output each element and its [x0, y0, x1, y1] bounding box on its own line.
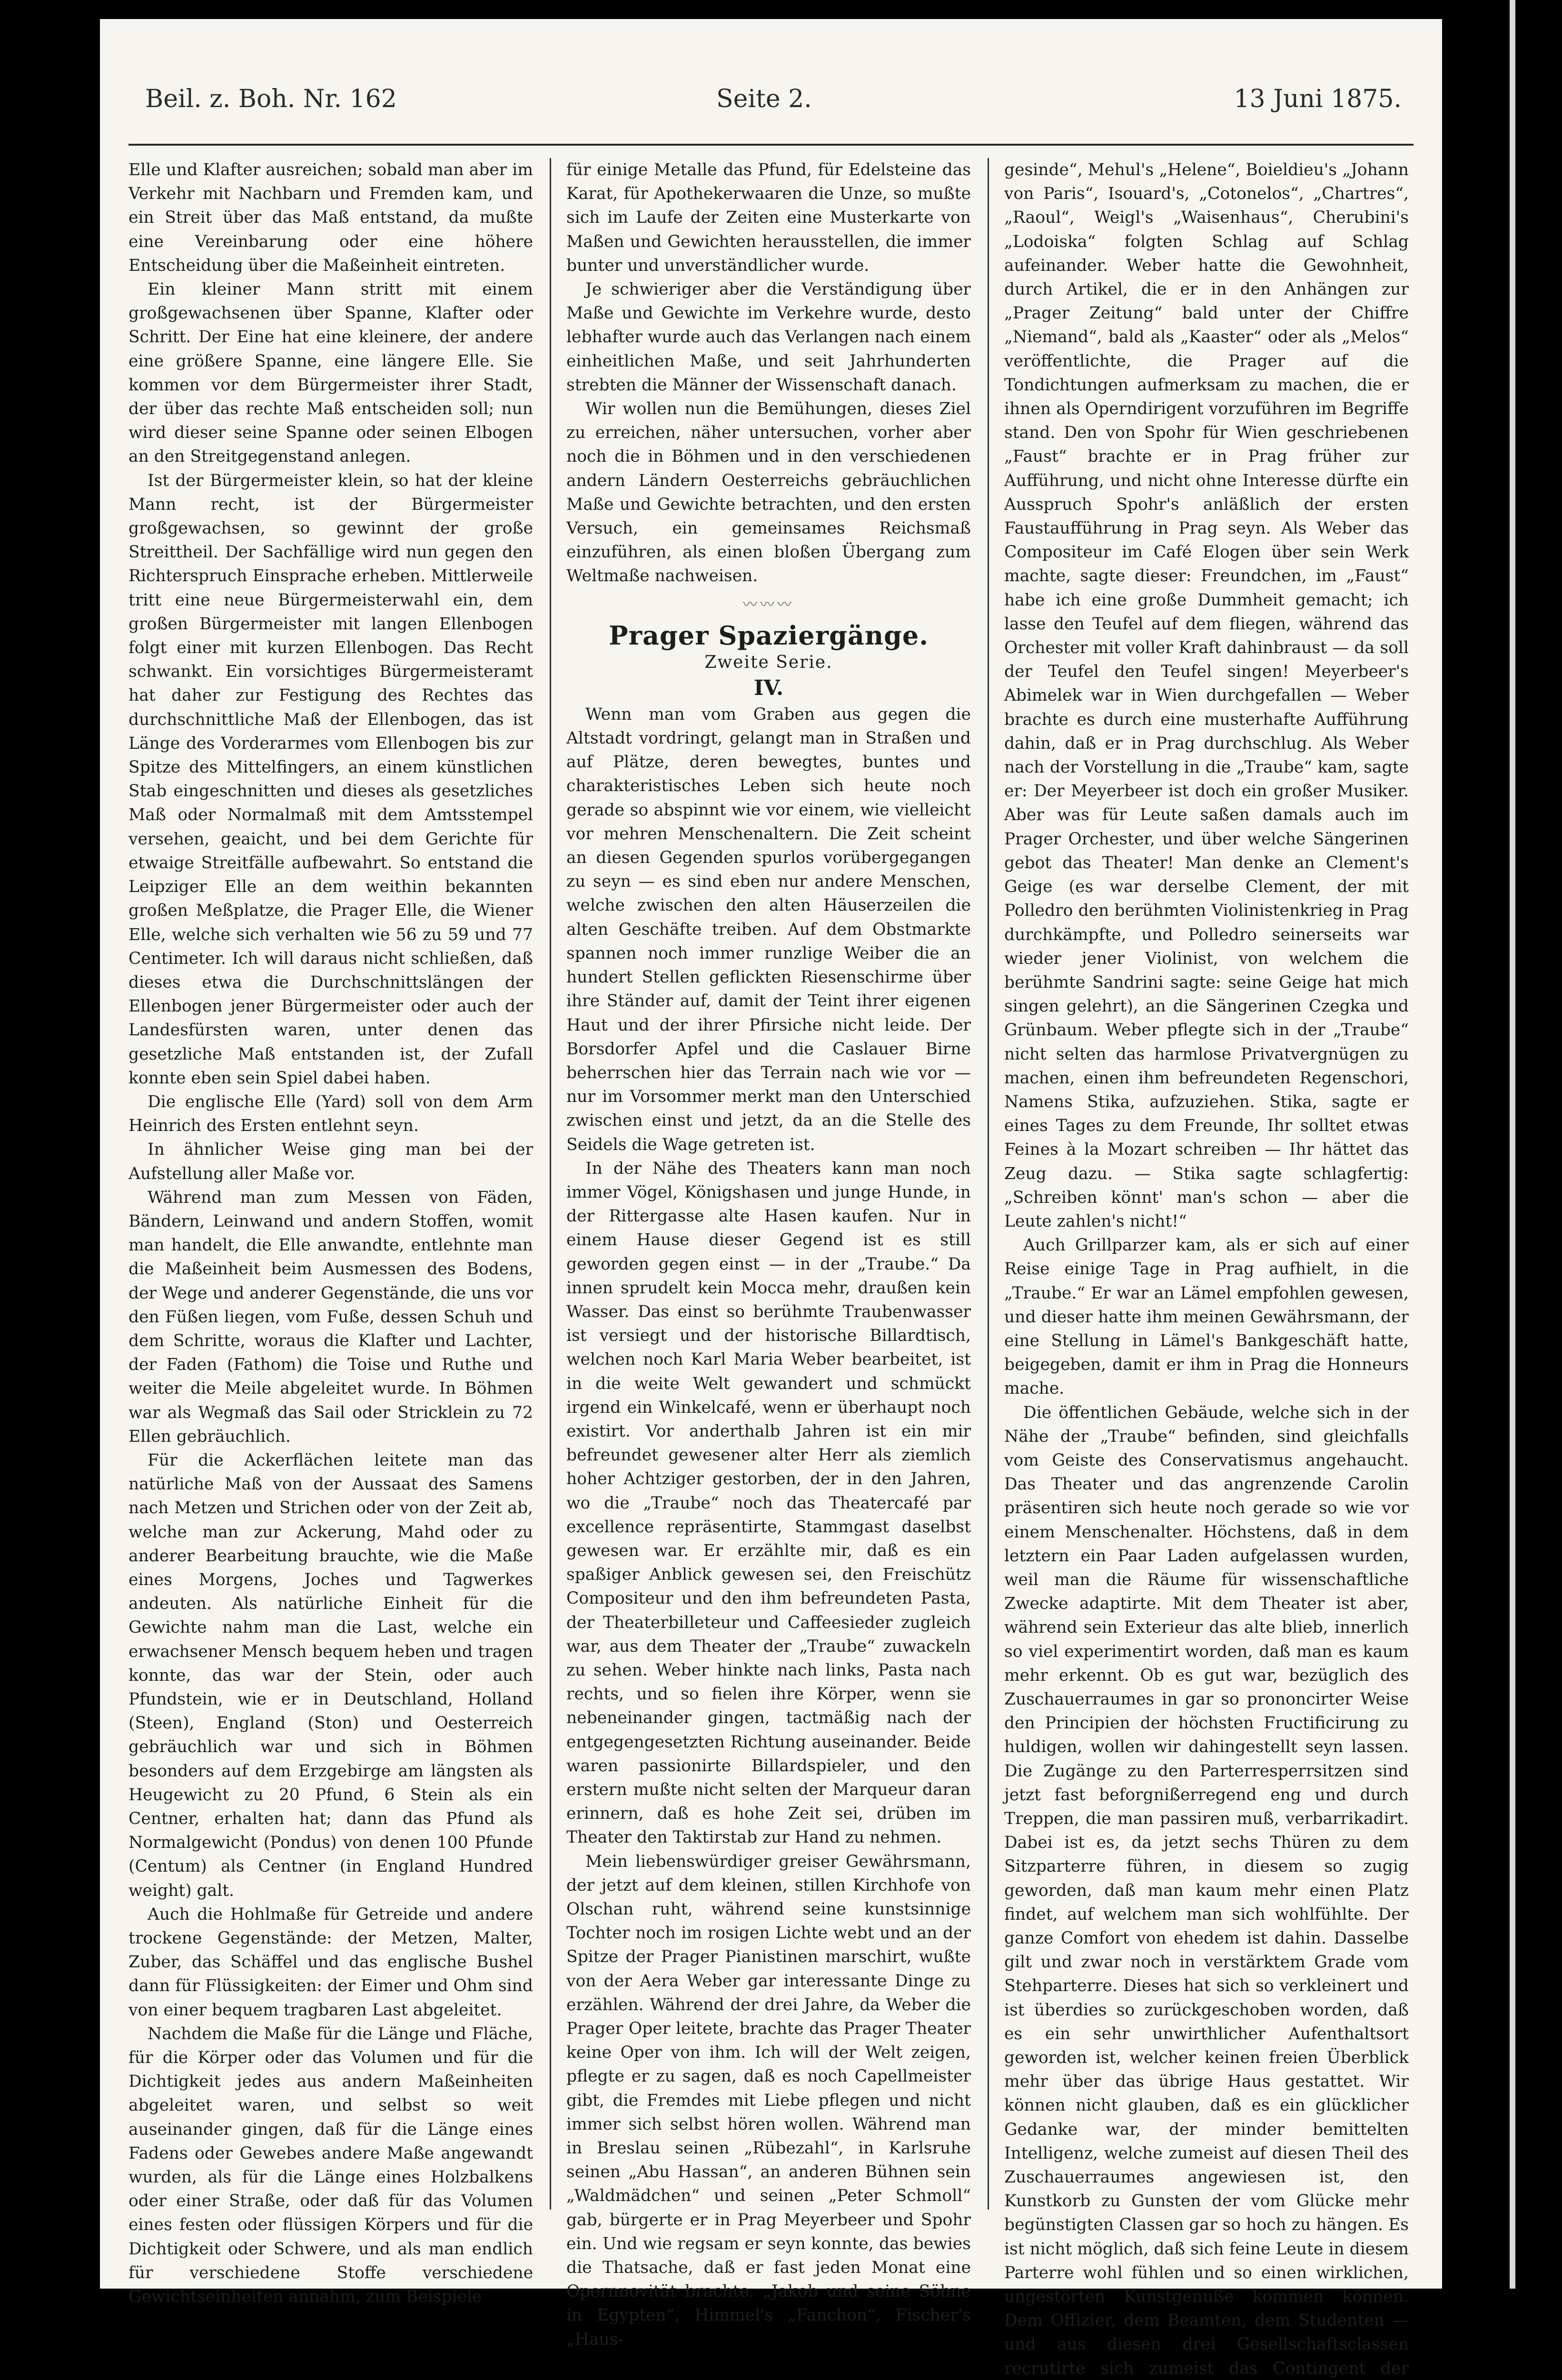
newspaper-page [100, 19, 1442, 2378]
column-2-paragraph: Wir wollen nun die Bemühungen, dieses Ziel zu erreichen, näher untersuchen, vorher aber noch die in Böhmen und in den verschiedenen andern Ländern Oesterreichs gebräuchlichen Maße und Gewichte betrachten, und den ersten Versuch, ein gemeinsames Reichsmaß einzuführen, als einen bloßen Übergang zum Weltmaße nachweisen. [566, 399, 971, 586]
column-2-paragraph: In der Nähe des Theaters kann man noch immer Vögel, Königshasen und junge Hunde, in der Rittergasse alte Hasen kaufen. Nur in einem Hause dieser Gegend ist es still geworden gegen einst — in der „Traube.“ Da innen sprudelt kein Mocca mehr, draußen kein Wasser. Das einst so berühmte Traubenwasser ist versiegt und der historische Billardtisch, welchen noch Karl Maria Weber bearbeitet, ist in die weite Welt gewandert und schmückt irgend ein Winkelcafé, wenn er überhaupt noch existirt. Vor anderthalb Jahren ist ein mir befreundet gewesener alter Herr als ziemlich hoher Achtziger gestorben, der in den Jahren, wo die „Traube“ noch das Theatercafé par excellence repräsentirte, Stammgast daselbst gewesen war. Er erzählte mir, daß es ein spaßiger Anblick gewesen sei, den Freischütz Compositeur und den ihm befreundeten Pasta, der Theaterbilleteur und Caffeesieder zugleich war, aus dem Theater der „Traube“ zuwackeln zu sehen. Weber hinkte nach links, Pasta nach rechts, und so fielen ihre Körper, wenn sie nebeneinander gingen, tactmäßig nach der entgegengesetzten Richtung auseinander. Beide waren passionirte Billardspieler, und den erstern mußte nicht selten der Marqueur daran erinnern, daß es hohe Zeit sei, drüben im Theater den Taktirstab zur Hand zu nehmen. [566, 1159, 971, 1847]
column-3-paragraph: Die öffentlichen Gebäude, welche sich in der Nähe der „Traube“ befinden, sind gleichfalls vom Geiste des Conservatismus angehaucht. Das Theater und das angrenzende Carolin präsentiren sich heute noch gerade so wie vor einem Menschenalter. Höchstens, daß in dem letztern ein Paar Laden aufgelassen wurden, weil man die Räume für wissenschaftliche Zwecke adaptirte. Mit dem Theater ist aber, während sein Exterieur das alte blieb, innerlich so viel experimentirt worden, daß man es kaum mehr erkennt. Ob es gut war, bezüglich des Zuschauerraumes in gar so prononcirter Weise den Principien der höchsten Fructificirung zu huldigen, wollen wir dahingestellt seyn lassen. Die Zugänge zu den Parterresperrsitzen sind jetzt fast beforgnißerregend eng und durch Treppen, die man passiren muß, verbarrikadirt. Dabei ist es, da jetzt sechs Thüren zu dem Sitzparterre führen, in diesem so zugig geworden, daß man kaum mehr einen Platz findet, auf welchem man sich wohlfühlte. Der ganze Comfort von ehedem ist dahin. Dasselbe gilt und zwar noch in verstärktem Grade vom Stehparterre. Dieses hat sich so verkleinert und ist überdies so zurückgeschoben worden, daß es ein sehr unwirthlicher Aufenthaltsort geworden ist, welcher keinen freien Überblick mehr über das übrige Haus gestattet. Wir können nicht glauben, daß es ein glücklicher Gedanke war, der minder bemittelten Intelligenz, welche zumeist auf diesen Theil des Zuschauerraumes angewiesen ist, den Kunstkorb zu Gunsten der vom Glücke mehr begünstigten Classen gar so hoch zu hängen. Es ist nicht möglich, daß sich feine Leute in diesem Parterre wohl fühlen und so einen wirklichen, ungestörten Kunstgenuße kommen können. Dem Offizier, dem Beamten, dem Studenten — und aus diesen drei Gesellschaftsclassen recrutirte sich zumeist das Contingent der [1004, 1403, 1409, 2378]
column-1-paragraph: Die englische Elle (Yard) soll von dem Arm Heinrich des Ersten entlehnt seyn. [129, 1092, 533, 1136]
column-3-paragraph: gesinde“, Mehul's „Helene“, Boieldieu's „Johann von Paris“, Isouard's, „Cotonelos“, „Chartres“, „Raoul“, Weigl's „Waisenhaus“, Cherubini's „Lodoiska“ folgten Schlag auf Schlag aufeinander. Weber hatte die Gewohnheit, durch Artikel, die er in den Anhängen zur „Prager Zeitung“ bald unter der Chiffre „Niemand“, bald als „Kaaster“ oder als „Melos“ veröffentlichte, die Prager auf die Tondichtungen aufmerksam zu machen, die er ihnen als Operndirigent vorzuführen im Begriffe stand. Den von Spohr für Wien geschriebenen „Faust“ brachte er in Prag früher zur Aufführung, und nicht ohne Interesse dürfte ein Ausspruch Spohr's anläßlich der ersten Faustaufführung in Prag seyn. Als Weber das Compositeur im Café Elogen über sein Werk machte, sagte dieser: Freundchen, im „Faust“ habe ich eine große Dummheit gemacht; ich lasse den Teufel auf dem fliegen, während das Orchester mit voller Kraft dahinbraust — da soll der Teufel den Teufel singen! Meyerbeer's Abimelek war in Wien durchgefallen — Weber brachte es durch eine musterhafte Aufführung dahin, daß er in Prag durchschlug. Als Weber nach der Vorstellung in die „Traube“ kam, sagte er: Der Meyerbeer ist doch ein großer Musiker. Aber was für Leute saßen damals auch im Prager Orchester, und über welche Sängerinen gebot das Theater! Man denke an Clement's Geige (es war derselbe Clement, der mit Polledro den berühmten Violinistenkrieg in Prag durchkämpfte, und Polledro seinerseits war wieder jener Violinist, von welchem die berühmte Sandrini sagte: seine Geige hat mich singen gelehrt), an die Sängerinen Czegka und Grünbaum. Weber pflegte sich in der „Traube“ nicht selten das harmlose Privatvergnügen zu machen, einen ihm befreundeten Regenschori, Namens Stika, aufzuziehen. Stika, sagte er eines Tages zu dem Freunde, Ihr solltet etwas Feines à la Mozart schreiben — Ihr hättet das Zeug dazu. — Stika sagte schlagfertig: „Schreiben könnt' man's schon — aber die Leute zahlen's nicht!“ [1004, 160, 1409, 1231]
column-2 [566, 158, 971, 2351]
page-edge [1510, 0, 1515, 2289]
column-divider-1 [550, 158, 551, 2210]
section-subtitle: Zweite Serie. [704, 652, 833, 672]
column-1-paragraph: Für die Ackerflächen leitete man das natürliche Maß von der Aussaat des Samens nach Metzen und Strichen oder von der Zeit ab, welche man zur Ackerung, Mahd oder zu anderer Bearbeitung brauchte, wie die Maße eines Morgens, Joches und Tagwerkes andeuten. Als natürliche Einheit für die Gewichte nahm man die Last, welche ein erwachsener Mensch bequem heben und tragen konnte, das war der Stein, oder auch Pfundstein, wie er in Deutschland, Holland (Steen), England (Ston) und Oesterreich gebräuchlich war und sich in Böhmen besonders auf dem Erzgebirge am längsten als Heugewicht zu 20 Pfund, 6 Stein als ein Centner, erhalten hat; dann das Pfund als Normalgewicht (Pondus) von denen 100 Pfunde (Centum) als Centner (in England Hundred weight) galt. [129, 1450, 533, 1900]
column-2-paragraph: Mein liebenswürdiger greiser Gewährsmann, der jetzt auf dem kleinen, stillen Kirchhofe von Olschan ruht, während seine kunstsinnige Tochter noch im rosigen Lichte webt und an der Spitze der Prager Pianistinen marschirt, wußte von der Aera Weber gar interessante Dinge zu erzählen. Während der drei Jahre, da Weber die Prager Oper leitete, brachte das Prager Theater keine Oper von ihm. Ich will der Welt zeigen, pflegte er zu sagen, daß es noch Capellmeister gibt, die Fremdes mit Liebe pflegen und nicht immer sich selbst hören wollen. Während man in Breslau seinen „Rübezahl“, in Karlsruhe seinen „Abu Hassan“, an anderen Bühnen sein „Waldmädchen“ und seinen „Peter Schmoll“ gab, bürgerte er in Prag Meyerbeer und Spohr ein. Und wie regsam er seyn konnte, das bewies die Thatsache, daß er fast jeden Monat eine Opernnovität brachte. „Jakob und seine Söhne in Egypten“, Himmel's „Fanchon“, Fischer's „Haus- [566, 1852, 971, 2349]
column-3 [1004, 158, 1409, 2380]
header-supplement-number: Beil. z. Boh. Nr. 162 [145, 85, 397, 113]
section-title: Prager Spaziergänge. [608, 620, 929, 651]
section-divider-ornament: 〰〰〰 [743, 596, 794, 613]
column-2-paragraph: für einige Metalle das Pfund, für Edelsteine das Karat, für Apothekerwaaren die Unze, so mußte sich im Laufe der Zeiten eine Musterkarte von Maßen und Gewichten herausstellen, die immer bunter und unverständlicher wurde. [566, 160, 971, 275]
page-header [100, 75, 1442, 128]
column-2-paragraph: Je schwieriger aber die Verständigung über Maße und Gewichte im Verkehre wurde, desto lebhafter wurde auch das Verlangen nach einem einheitlichen Maße, und seit Jahrhunderten strebten die Männer der Wissenschaft danach. [566, 280, 971, 395]
column-divider-2 [988, 158, 989, 2210]
column-1-paragraph: Nachdem die Maße für die Länge und Fläche, für die Körper oder das Volumen und für die Dichtigkeit jedes aus andern Maßeinheiten abgeleitet waren, und selbst so weit auseinander gingen, daß für die Länge eines Fadens oder Gewebes andere Maße angewandt wurden, als für die Länge eines Holzbalkens oder einer Straße, oder daß für das Volumen eines festen oder flüssigen Körpers und für die Dichtigkeit oder Schwere, und als man endlich für verschiedene Stoffe verschiedene Gewichtseinheiten annahm, zum Beispiele [129, 2024, 533, 2307]
scan-background [1515, 0, 1562, 2289]
header-rule [129, 144, 1414, 146]
header-date: 13 Juni 1875. [1234, 85, 1402, 113]
column-1-paragraph: Auch die Hohlmaße für Getreide und andere trockene Gegenstände: der Metzen, Malter, Zuber, das Schäffel und das englische Bushel dann für Flüssigkeiten: der Eimer und Ohm sind von einer bequem tragbaren Last abgeleitet. [129, 1904, 533, 2020]
section-number: IV. [753, 675, 784, 700]
header-page-number: Seite 2. [716, 85, 812, 113]
column-1-paragraph: Während man zum Messen von Fäden, Bändern, Leinwand und andern Stoffen, womit man handelt, die Elle anwandte, entlehnte man die Maßeinheit beim Ausmessen des Bodens, der Wege und anderer Gegenstände, die uns vor den Füßen liegen, vom Fuße, dessen Schuh und dem Schritte, woraus die Klafter und Lachter, der Faden (Fathom) die Toise und Ruthe und weiter die Meile abgeleitet wurde. In Böhmen war als Wegmaß das Sail oder Stricklein zu 72 Ellen gebräuchlich. [129, 1188, 533, 1446]
column-1 [129, 158, 533, 2309]
column-1-paragraph: Ist der Bürgermeister klein, so hat der kleine Mann recht, ist der Bürgermeister großgewachsen, so gewinnt der große Streittheil. Der Sachfällige wird nun gegen den Richterspruch Einsprache erheben. Mittlerweile tritt eine neue Bürgermeisterwahl ein, dem großen Bürgermeister mit langen Ellenbogen folgt einer mit kurzen Ellenbogen. Das Recht schwankt. Ein vorsichtiges Bürgermeisteramt hat daher zur Festigung des Rechtes das durchschnittliche Maß der Ellenbogen, das ist Länge des Vorderarmes vom Ellenbogen bis zur Spitze des Mittelfingers, an einem künstlichen Stab eingeschnitten und dieses als gesetzliches Maß oder Normalmaß mit dem Amtsstempel versehen, geaicht, und bei dem Gerichte für etwaige Streitfälle aufbewahrt. So entstand die Leipziger Elle an dem weithin bekannten großen Meßplatze, die Prager Elle, die Wiener Elle, welche sich verhalten wie 56 zu 59 und 77 Centimeter. Ich will daraus nicht schließen, daß dieses etwa die Durchschnittslängen der Ellenbogen jener Bürgermeister oder auch der Landesfürsten waren, unter denen das gesetzliche Maß entstanden ist, der Zufall konnte eben sein Spiel dabei haben. [129, 471, 533, 1088]
column-2-paragraph: Wenn man vom Graben aus gegen die Altstadt vordringt, gelangt man in Straßen und auf Plätze, deren bewegtes, buntes und charakteristisches Leben sich heute noch gerade so abspinnt wie vor einem, wie vielleicht vor mehren Menschenaltern. Die Zeit scheint an diesen Gegenden spurlos vorübergegangen zu seyn — es sind eben nur andere Menschen, welche zwischen den alten Häuserzeilen die alten Geschäfte treiben. Auf dem Obstmarkte spannen noch immer runzlige Weiber die an hundert Stellen geflickten Riesenschirme über ihre Ständer auf, damit der Teint ihrer eigenen Haut und der ihrer Pfirsiche nicht leide. Der Borsdorfer Apfel und die Caslauer Birne beherrschen hier das Terrain nach wie vor — nur im Vorsommer merkt man den Unterschied zwischen einst und jetzt, da an die Stelle des Seidels die Wage getreten ist. [566, 704, 971, 1154]
column-1-paragraph: In ähnlicher Weise ging man bei der Aufstellung aller Maße vor. [129, 1140, 533, 1183]
column-3-paragraph: Auch Grillparzer kam, als er sich auf einer Reise einige Tage in Prag aufhielt, in die „Traube.“ Er war an Lämel empfohlen gewesen, und dieser hatte ihm meinen Gewährsmann, der eine Stellung in Lämel's Bankgeschäft hatte, beigegeben, damit er ihm in Prag die Honneurs mache. [1004, 1236, 1409, 1398]
column-1-paragraph: Ein kleiner Mann stritt mit einem großgewachsenen über Spanne, Klafter oder Schritt. Der Eine hat eine kleinere, der andere eine größere Spanne, eine längere Elle. Sie kommen vor dem Bürgermeister ihrer Stadt, der über das rechte Maß entscheiden soll; nun wird dieser seine Spanne oder seinen Elbogen an den Streitgegenstand anlegen. [129, 280, 533, 466]
column-1-paragraph: Elle und Klafter ausreichen; sobald man aber im Verkehr mit Nachbarn und Fremden kam, und ein Streit über das Maß entstand, da mußte eine Vereinbarung oder eine höhere Entscheidung über die Maßeinheit eintreten. [129, 160, 533, 275]
